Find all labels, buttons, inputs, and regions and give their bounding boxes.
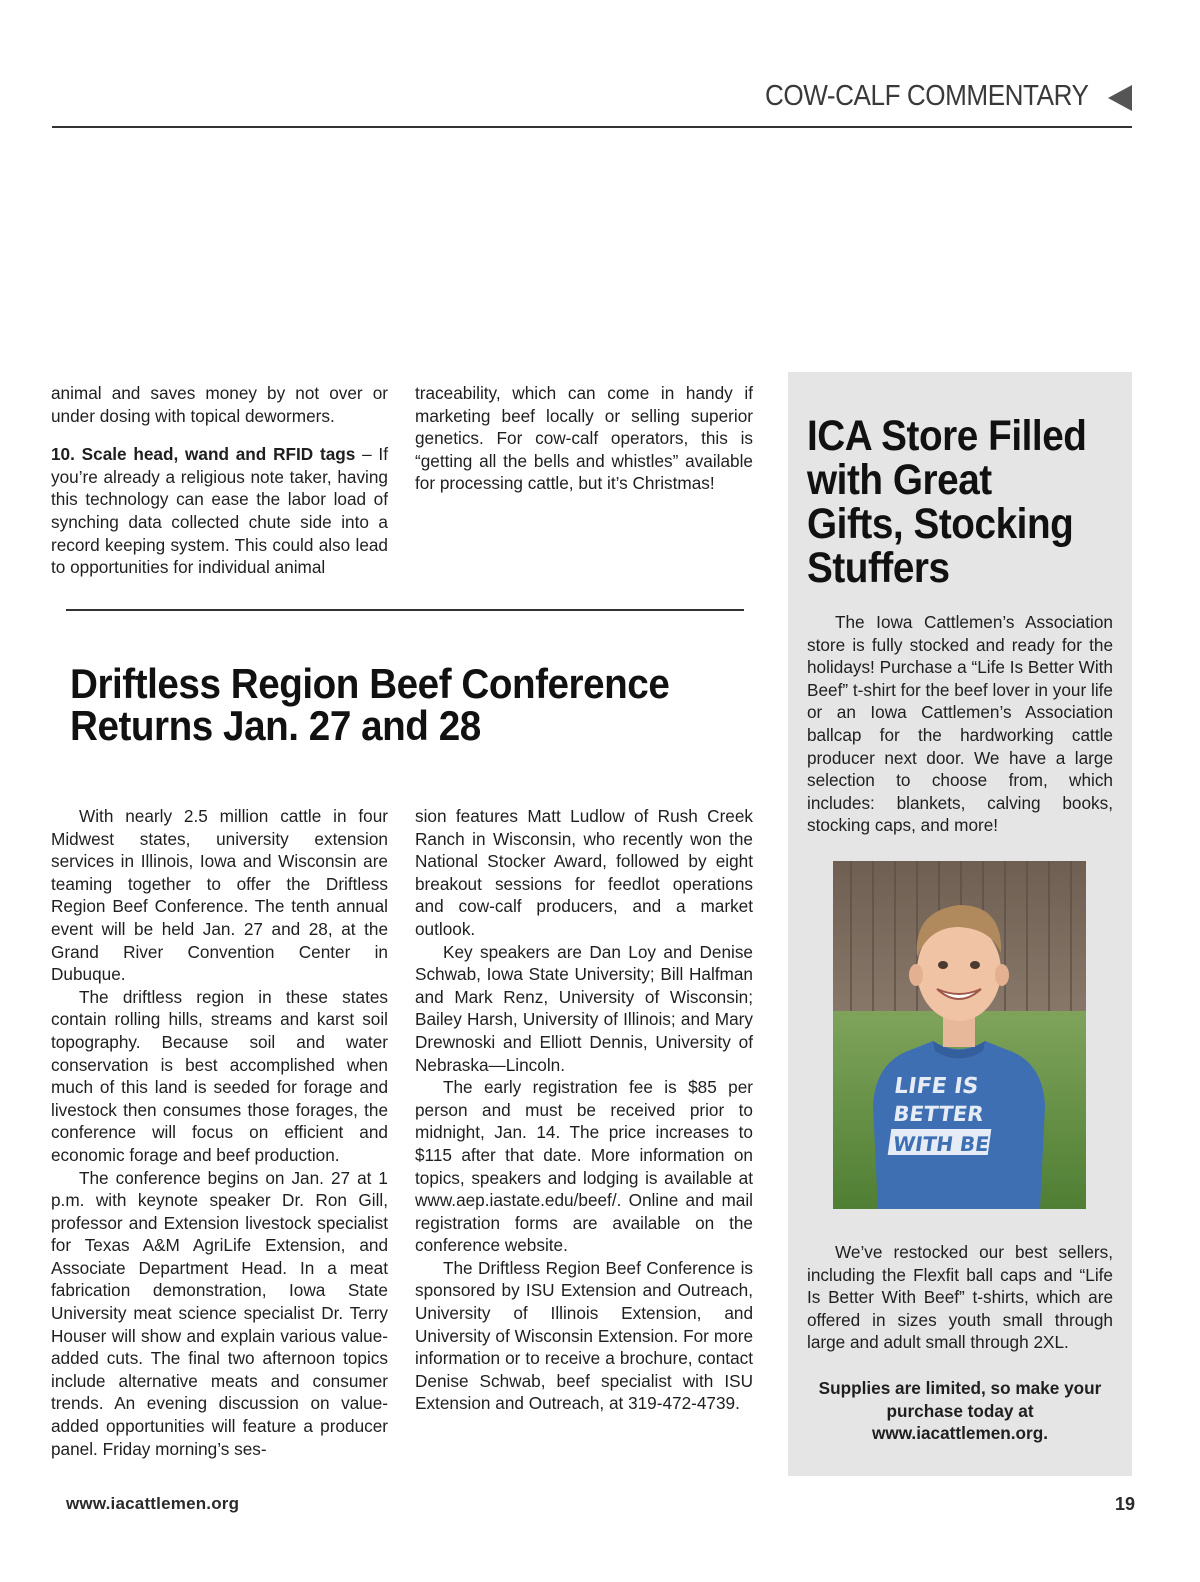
article-column-left bbox=[51, 805, 388, 1460]
header-divider bbox=[52, 126, 1132, 128]
list-item-heading: 10. Scale head, wand and RFID tags bbox=[51, 444, 356, 465]
paragraph bbox=[51, 443, 388, 579]
paragraph: The conference begins on Jan. 27 at 1 p.m. with keynote speaker Dr. Ron Gill, professor and Extension livestock specialist for Texas A&M AgriLife Extension, and Associate Department Head. In a meat fabrication demonstration, Iowa State University meat science specialist Dr. Terry Houser will show and explain various value-added cuts. The final two afternoon topics include alternative meats and consumer trends. An evening discussion on value-added opportunities will feature a producer panel. Friday morning’s ses- bbox=[51, 1167, 388, 1459]
child-photo bbox=[833, 861, 1086, 1209]
paragraph: traceability, which can come in handy if marketing beef locally or selling superior genetics. For cow-calf operators, this is “getting all the bells and whistles” available for processing cattle, but it’s Christmas! bbox=[415, 383, 753, 494]
paragraph: animal and saves money by not over or under dosing with topical dewormers. bbox=[51, 383, 388, 426]
paragraph: The early registration fee is $85 per person and must be received prior to midnight, Jan. 14. The price increases to $115 after that date. More information on topics, speakers and lodging is available at www.aep.iastate.edu/beef/. Online and mail registration forms are available on the conference website. bbox=[415, 1077, 753, 1256]
section-title: COW-CALF COMMENTARY bbox=[764, 80, 1088, 112]
svg-text:BETTER: BETTER bbox=[891, 1101, 986, 1126]
article-column-right bbox=[415, 805, 753, 1415]
paragraph: Key speakers are Dan Loy and Denise Schwab, Iowa State University; Bill Halfman and Mark Renz, University of Wisconsin; Bailey Harsh, University of Illinois; and Mary Drewnoski and Elliott Dennis, University of Nebraska—Lincoln. bbox=[415, 941, 753, 1075]
paragraph: sion features Matt Ludlow of Rush Creek Ranch in Wisconsin, who recently won the National Stocker Award, followed by eight breakout sessions for feedlot operations and cow-calf producers, and a market outlook. bbox=[415, 806, 753, 939]
sidebar-body bbox=[807, 611, 1113, 837]
sidebar-title: ICA Store Filled with Great Gifts, Stocking Stuffers bbox=[807, 412, 1087, 592]
sidebar-call-to-action: Supplies are limited, so make your purchase today at www.iacattlemen.org. bbox=[818, 1378, 1102, 1444]
triangle-arrow-icon bbox=[1108, 85, 1132, 111]
paragraph: We’ve restocked our best sellers, including the Flexfit ball caps and “Life Is Better With Beef” t-shirts, which are offered in sizes youth small through large and adult small through 2XL. bbox=[807, 1242, 1113, 1353]
paragraph: The Iowa Cattlemen’s Association store is fully stocked and ready for the holidays! Purchase a “Life Is Better With Beef” t-shirt for the beef lover in your life or an Iowa Cattlemen’s Association ballcap for the hardworking cattle producer next door. We have a large selection to choose from, which includes: blankets, calving books, stocking caps, and more! bbox=[807, 612, 1113, 836]
svg-text:LIFE IS: LIFE IS bbox=[892, 1073, 981, 1099]
article-divider bbox=[66, 609, 744, 611]
svg-text:WITH BEEF.: WITH BEEF. bbox=[891, 1132, 1023, 1156]
page-number: 19 bbox=[1114, 1494, 1135, 1514]
paragraph: The Driftless Region Beef Conference is sponsored by ISU Extension and Outreach, University of Illinois Extension, and University of Wisconsin Extension. For more information or to receive a brochure, contact Denise Schwab, beef specialist with ISU Extension and Outreach, at 319-472-4739. bbox=[415, 1257, 753, 1414]
sidebar-body bbox=[807, 1241, 1113, 1354]
previous-article-column-left bbox=[51, 382, 388, 579]
article-headline: Driftless Region Beef Conference Returns Jan. 27 and 28 bbox=[70, 660, 670, 749]
paragraph-text: – If you’re already a religious note taker, having this technology can ease the labor load of synching data collected chute side into a record keeping system. This could also lead to opportunities for individual animal bbox=[51, 444, 388, 578]
footer-website: www.iacattlemen.org bbox=[66, 1494, 240, 1513]
paragraph: With nearly 2.5 million cattle in four Midwest states, university extension services in Illinois, Iowa and Wisconsin are teaming together to offer the Driftless Region Beef Conference. The tenth annual event will be held Jan. 27 and 28, at the Grand River Convention Center in Dubuque. bbox=[51, 806, 388, 985]
previous-article-column-right bbox=[415, 382, 753, 495]
paragraph: The driftless region in these states contain rolling hills, streams and karst soil topography. Because soil and water conservation is best accomplished when much of this land is seeded for forage and livestock then consumes those forages, the conference will focus on efficient and economic forage and beef production. bbox=[51, 986, 388, 1165]
